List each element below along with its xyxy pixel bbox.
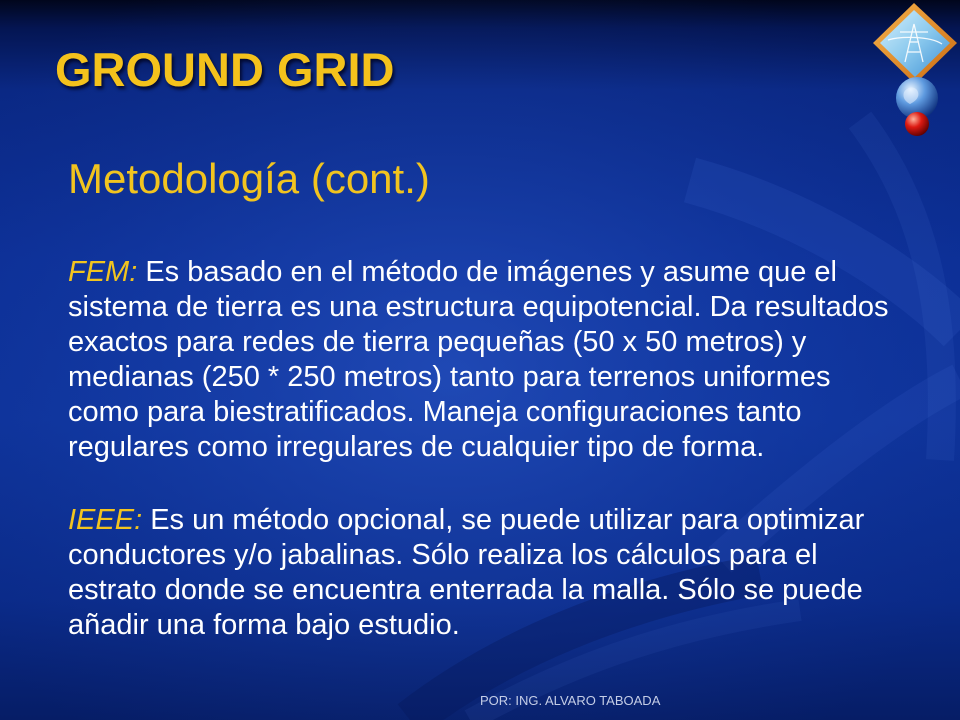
- paragraph-label: IEEE:: [68, 504, 143, 536]
- paragraph-line: como para biestratificados. Maneja configuraciones tanto: [68, 396, 802, 428]
- paragraph-line: regulares como irregulares de cualquier tipo de forma.: [68, 431, 765, 463]
- paragraph-line: añadir una forma bajo estudio.: [68, 609, 460, 641]
- paragraph-line: medianas (250 * 250 metros) tanto para terrenos uniformes: [68, 361, 831, 393]
- paragraph-line: sistema de tierra es una estructura equipotencial. Da resultados: [68, 291, 889, 323]
- slide-subtitle: Metodología (cont.): [68, 155, 430, 202]
- paragraph-line: conductores y/o jabalinas. Sólo realiza los cálculos para el: [68, 539, 818, 571]
- paragraph-line: [68, 503, 864, 538]
- paragraph-text: Es basado en el método de imágenes y asume que el: [145, 256, 837, 288]
- paragraph-line: [68, 255, 889, 290]
- slide-title: GROUND GRID: [55, 43, 395, 96]
- paragraph-line: exactos para redes de tierra pequeñas (50 x 50 metros) y: [68, 326, 807, 358]
- paragraph-line: estrato donde se encuentra enterrada la malla. Sólo se puede: [68, 574, 863, 606]
- paragraph-ieee: [68, 503, 864, 643]
- paragraph-text: Es un método opcional, se puede utilizar para optimizar: [150, 504, 865, 536]
- paragraph-fem: [68, 255, 889, 465]
- slide-footer: POR: ING. ALVARO TABOADA: [480, 693, 661, 708]
- paragraph-label: FEM:: [68, 256, 138, 288]
